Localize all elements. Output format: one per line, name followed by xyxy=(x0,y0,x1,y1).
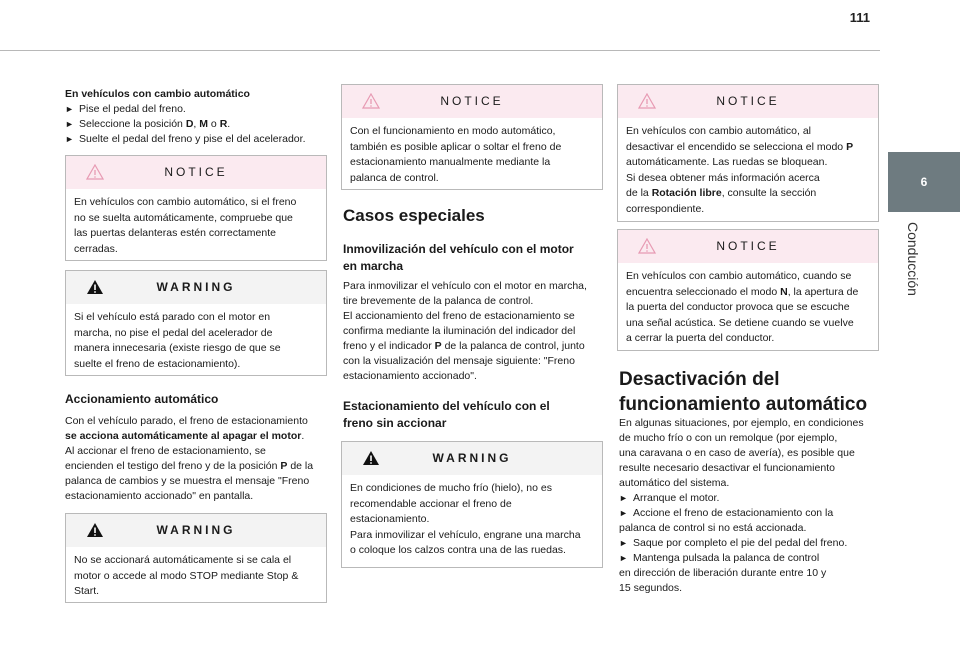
warning-header xyxy=(342,442,602,475)
text-line: En algunas situaciones, por ejemplo, en condiciones xyxy=(619,417,864,429)
notice-line: palanca de control. xyxy=(350,171,439,184)
step-item xyxy=(65,117,327,132)
text-segment: El accionamiento del freno de estacionamiento se xyxy=(343,310,575,322)
section-heading xyxy=(619,367,867,417)
notice-title: NOTICE xyxy=(440,94,504,108)
notice-body xyxy=(626,124,870,217)
step-item xyxy=(65,132,327,147)
text-line xyxy=(65,429,327,444)
text-segment: freno y el indicador xyxy=(343,340,435,352)
warning-line: suelte el freno de estacionamiento). xyxy=(74,357,241,370)
text-segment: N xyxy=(780,285,788,298)
text-segment: P xyxy=(846,140,854,153)
step-text: Saque por completo el pie del pedal del freno. xyxy=(633,537,848,549)
bullet-arrow-icon: ► xyxy=(65,134,74,144)
heading-line: Inmovilización del vehículo con el motor xyxy=(343,242,574,256)
warning-line: En condiciones de mucho frío (hielo), no es xyxy=(350,482,552,494)
warning-line: o coloque los calzos contra una de las ruedas. xyxy=(350,544,566,556)
text-segment: de la xyxy=(287,460,314,472)
text-line xyxy=(343,309,605,324)
warning-line: manera innecesaria (existe riesgo de que se xyxy=(74,342,281,354)
step-list xyxy=(65,102,327,147)
notice-header xyxy=(342,85,602,118)
text-segment: Seleccione la posición xyxy=(79,118,186,130)
chapter-number: 6 xyxy=(920,175,928,189)
notice-title: NOTICE xyxy=(716,239,780,253)
text-line xyxy=(343,369,605,384)
text-segment: o xyxy=(208,118,220,130)
page-number: 111 xyxy=(849,10,870,25)
text-segment: se acciona automáticamente al apagar el motor xyxy=(65,430,302,442)
text-segment: encuentra seleccionado el modo xyxy=(626,285,781,298)
text-segment: con la visualización del mensaje siguiente: "Freno xyxy=(343,355,575,367)
text-segment: de la xyxy=(626,187,652,199)
notice-line: no se suelta automáticamente, compruebe que xyxy=(74,211,293,224)
notice-header xyxy=(66,156,326,189)
text-line xyxy=(65,414,327,429)
notice-line: también es posible aplicar o soltar el freno de xyxy=(350,140,562,153)
text-segment: Suelte el pedal del freno y pise el del acelerador. xyxy=(79,133,306,145)
text-segment: , consulte la sección xyxy=(721,187,817,199)
warning-line: Si el vehículo está parado con el motor en xyxy=(74,311,271,323)
text-segment: . xyxy=(301,430,305,442)
text-segment: En vehículos con cambio automático, cuando se xyxy=(626,270,852,282)
step-list xyxy=(619,491,881,596)
text-segment: estacionamiento accionado" en pantalla. xyxy=(65,490,254,502)
warning-title: WARNING xyxy=(156,280,236,294)
subsection-heading xyxy=(343,241,574,275)
text-segment: , la apertura de xyxy=(787,285,859,298)
step-item xyxy=(65,102,327,117)
text-segment: Con el vehículo parado, el freno de estacionamiento xyxy=(65,415,308,427)
step-item xyxy=(619,521,881,536)
warning-body xyxy=(74,553,318,600)
warning-header xyxy=(66,514,326,547)
text-segment: confirma mediante la iluminación del indicador del xyxy=(343,325,576,337)
warning-body xyxy=(74,310,318,372)
heading-line: freno sin accionar xyxy=(343,416,447,430)
text-segment: tire brevemente de la palanca de control. xyxy=(343,295,534,307)
text-segment: correspondiente. xyxy=(626,202,705,215)
text-segment: P xyxy=(434,340,442,352)
text-line xyxy=(626,269,870,285)
text-segment: la puerta del conductor provoca que se escuche xyxy=(626,301,850,313)
text-line xyxy=(65,489,327,504)
notice-body xyxy=(626,269,870,347)
text-segment: M xyxy=(199,118,209,130)
step-text: palanca de control si no está accionada. xyxy=(619,522,807,534)
warning-line: recomendable accionar el freno de xyxy=(350,497,512,510)
notice-header xyxy=(618,85,878,118)
text-segment: desactivar el encendido se selecciona el modo xyxy=(626,140,847,153)
text-line: una caravana o en caso de avería), es posible que xyxy=(619,447,855,459)
warning-line: estacionamiento. xyxy=(350,513,430,525)
text-segment: una señal acústica. Se detiene cuando se vuelve xyxy=(626,316,854,329)
text-line xyxy=(65,474,327,489)
step-item xyxy=(619,506,881,521)
notice-header xyxy=(618,230,878,263)
step-text: Arranque el motor. xyxy=(633,492,720,504)
text-segment: de la palanca de control, junto xyxy=(441,340,585,352)
warning-body xyxy=(350,481,594,559)
text-segment: a cerrar la puerta del conductor. xyxy=(626,332,775,344)
step-item xyxy=(619,551,881,566)
paragraph xyxy=(343,279,605,384)
text-segment: . xyxy=(227,118,231,130)
header-divider xyxy=(0,50,880,51)
text-line xyxy=(626,202,870,218)
text-segment: automáticamente. Las ruedas se bloquean. xyxy=(626,156,828,168)
text-line xyxy=(343,354,605,369)
notice-line: Con el funcionamiento en modo automático, xyxy=(350,125,556,137)
text-segment: Al accionar el freno de estacionamiento, se xyxy=(65,445,266,457)
text-line xyxy=(626,171,870,187)
step-text: Accione el freno de estacionamiento con la xyxy=(633,507,834,519)
step-item xyxy=(619,566,881,581)
warning-box xyxy=(341,441,603,568)
intro-title: En vehículos con cambio automático xyxy=(65,88,250,100)
text-line xyxy=(343,294,605,309)
text-segment: , xyxy=(193,118,200,130)
paragraph xyxy=(619,416,881,491)
text-line xyxy=(343,339,605,354)
warning-line: marcha, no pise el pedal del acelerador de xyxy=(74,326,273,339)
text-segment: estacionamiento accionado". xyxy=(343,370,477,382)
step-text: 15 segundos. xyxy=(619,582,683,594)
notice-box xyxy=(341,84,603,190)
heading-line: Estacionamiento del vehículo con el xyxy=(343,399,550,413)
bullet-arrow-icon: ► xyxy=(619,538,628,548)
text-segment: R xyxy=(219,118,228,130)
notice-box xyxy=(617,229,879,351)
text-line xyxy=(65,444,327,459)
text-line xyxy=(626,285,870,301)
warning-line: Para inmovilizar el vehículo, engrane una marcha xyxy=(350,528,581,541)
text-segment: Rotación libre xyxy=(651,187,722,199)
chapter-label xyxy=(903,222,921,352)
text-line xyxy=(626,140,870,156)
bullet-arrow-icon: ► xyxy=(619,493,628,503)
notice-line: En vehículos con cambio automático, si el freno xyxy=(74,196,297,208)
text-segment: encienden el testigo del freno y de la posición xyxy=(65,460,281,472)
warning-box xyxy=(65,513,327,603)
warning-header xyxy=(66,271,326,304)
warning-title: WARNING xyxy=(156,523,236,537)
step-item xyxy=(619,581,881,596)
notice-body xyxy=(350,124,594,186)
heading-line: en marcha xyxy=(343,259,404,273)
text-line xyxy=(626,186,870,202)
text-line xyxy=(626,331,870,347)
bullet-arrow-icon: ► xyxy=(619,553,628,563)
heading-line: Desactivación del xyxy=(619,369,780,390)
notice-line: cerradas. xyxy=(74,242,118,255)
text-segment: palanca de cambios y se muestra el mensaje "Freno xyxy=(65,475,310,487)
section-heading: Casos especiales xyxy=(343,206,485,225)
notice-line: estacionamiento manualmente mediante la xyxy=(350,156,551,168)
text-segment: Para inmovilizar el vehículo con el motor en marcha, xyxy=(343,280,587,292)
bullet-arrow-icon: ► xyxy=(65,104,74,114)
text-line xyxy=(626,155,870,171)
step-item xyxy=(619,491,881,506)
notice-box xyxy=(65,155,327,261)
text-line: de mucho frío o con un remolque (por ejemplo, xyxy=(619,432,838,444)
step-text: en dirección de liberación durante entre 10 y xyxy=(619,567,827,579)
notice-line: las puertas delanteras estén correctamente xyxy=(74,227,276,239)
text-line xyxy=(626,316,870,332)
text-segment: Si desea obtener más información acerca xyxy=(626,171,820,184)
warning-line: No se accionará automáticamente si se cala el xyxy=(74,554,292,566)
text-line xyxy=(343,279,605,294)
text-line: automático del sistema. xyxy=(619,477,730,489)
notice-box xyxy=(617,84,879,222)
step-text: Mantenga pulsada la palanca de control xyxy=(633,552,820,564)
text-segment: D xyxy=(185,118,194,130)
subsection-heading xyxy=(343,398,550,432)
warning-box xyxy=(65,270,327,376)
text-line xyxy=(343,324,605,339)
warning-title: WARNING xyxy=(432,451,512,465)
notice-body xyxy=(74,195,318,257)
text-line xyxy=(626,300,870,316)
notice-title: NOTICE xyxy=(716,94,780,108)
step-item xyxy=(619,536,881,551)
warning-line: motor o accede al modo STOP mediante Stop & xyxy=(74,569,299,582)
heading-line: funcionamiento automático xyxy=(619,394,868,415)
text-segment: P xyxy=(280,460,288,472)
text-segment: En vehículos con cambio automático, al xyxy=(626,125,812,137)
text-line: resulte necesario desactivar el funcionamiento xyxy=(619,462,835,474)
text-line xyxy=(626,124,870,140)
text-line xyxy=(65,459,327,474)
bullet-arrow-icon: ► xyxy=(65,119,74,129)
text-segment: Pise el pedal del freno. xyxy=(79,103,186,115)
bullet-arrow-icon: ► xyxy=(619,508,628,518)
warning-line: Start. xyxy=(74,585,100,597)
section-heading: Accionamiento automático xyxy=(65,392,219,406)
notice-title: NOTICE xyxy=(164,165,228,179)
chapter-tab[interactable] xyxy=(888,152,960,212)
section-text xyxy=(65,414,327,504)
chapter-label-text: Conducción xyxy=(905,222,921,296)
